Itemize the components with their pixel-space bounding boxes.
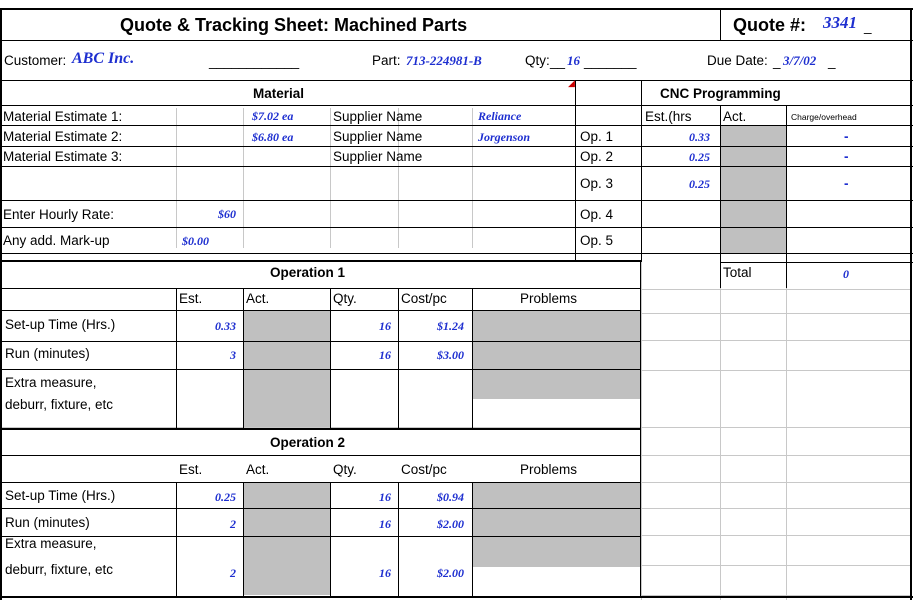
- part-label: Part:: [372, 53, 401, 68]
- op2-run-qty: 16: [379, 517, 391, 531]
- sheet-title: Quote & Tracking Sheet: Machined Parts: [120, 15, 468, 35]
- cnc-op-3: Op. 3: [580, 176, 614, 191]
- op1-setup-cost: $1.24: [437, 319, 464, 333]
- comment-marker: ◢: [568, 78, 575, 88]
- op2-setup-cost: $0.94: [437, 490, 464, 504]
- op2-extra-est[interactable]: 2: [230, 566, 236, 580]
- op2-extra-label-line2: deburr, fixture, etc: [5, 562, 114, 577]
- operation-1-heading: Operation 1: [270, 265, 346, 280]
- op2-extra-cost: $2.00: [437, 566, 464, 580]
- supplier-name-label-1: Supplier Name: [333, 109, 423, 124]
- material-estimate-1-price: $7.02 ea: [252, 109, 294, 123]
- op2-run-label: Run (minutes): [5, 515, 90, 530]
- op2-col-cost: Cost/pc: [401, 462, 447, 477]
- customer-value: ABC Inc.: [72, 50, 135, 67]
- material-estimate-2-price: $6.80 ea: [252, 130, 294, 144]
- material-heading: Material: [253, 86, 305, 101]
- op1-col-cost: Cost/pc: [401, 291, 447, 306]
- cnc-op-2-est: 0.25: [689, 150, 710, 164]
- operation-2-heading: Operation 2: [270, 435, 346, 450]
- op2-setup-est[interactable]: 0.25: [215, 490, 236, 504]
- op2-extra-label-line1: Extra measure,: [5, 536, 97, 551]
- supplier-name-label-3: Supplier Name: [333, 149, 423, 164]
- cnc-col-act: Act.: [723, 109, 747, 124]
- op1-col-qty: Qty.: [333, 291, 357, 306]
- op2-setup-qty: 16: [379, 490, 391, 504]
- op2-col-problems: Problems: [520, 462, 578, 477]
- material-estimate-2-label: Material Estimate 2:: [3, 129, 123, 144]
- cnc-op-3-est: 0.25: [689, 177, 710, 191]
- cnc-op-5: Op. 5: [580, 233, 614, 248]
- quote-number: 3341: [823, 13, 857, 32]
- material-estimate-3-label: Material Estimate 3:: [3, 149, 123, 164]
- material-estimate-1-label: Material Estimate 1:: [3, 109, 123, 124]
- op1-run-est[interactable]: 3: [230, 348, 236, 362]
- op2-col-qty: Qty.: [333, 462, 357, 477]
- hourly-rate-value[interactable]: $60: [218, 207, 236, 221]
- op1-run-label: Run (minutes): [5, 346, 90, 361]
- due-date-label: Due Date:: [707, 53, 768, 68]
- cnc-op-3-charge: -: [844, 176, 849, 191]
- op2-extra-qty: 16: [379, 566, 391, 580]
- markup-label: Any add. Mark-up: [3, 233, 110, 248]
- op2-setup-label: Set-up Time (Hrs.): [5, 488, 116, 503]
- cnc-op-1-est: 0.33: [689, 130, 710, 144]
- cnc-col-charge: Charge/overhead: [791, 112, 857, 122]
- customer-label: Customer:: [4, 53, 67, 68]
- op1-run-qty: 16: [379, 348, 391, 362]
- part-value: 713-224981-B: [406, 53, 482, 68]
- supplier-1: Reliance: [478, 109, 522, 123]
- op1-setup-qty: 16: [379, 319, 391, 333]
- cnc-op-2: Op. 2: [580, 149, 614, 164]
- op1-extra-label-line1: Extra measure,: [5, 375, 97, 390]
- qty-value: 16: [567, 53, 580, 68]
- quote-label: Quote #:: [733, 15, 807, 35]
- cnc-total-label: Total: [723, 265, 752, 280]
- op1-extra-label-line2: deburr, fixture, etc: [5, 397, 114, 412]
- cnc-op-2-charge: -: [844, 149, 849, 164]
- op1-setup-label: Set-up Time (Hrs.): [5, 317, 116, 332]
- op1-run-cost: $3.00: [437, 348, 464, 362]
- op1-setup-est[interactable]: 0.33: [215, 319, 236, 333]
- op2-col-act: Act.: [246, 462, 270, 477]
- qty-label: Qty:: [525, 53, 550, 68]
- cnc-col-est: Est.(hrs: [645, 109, 692, 124]
- supplier-2: Jorgenson: [478, 130, 531, 144]
- due-date-value: 3/7/02: [783, 53, 817, 68]
- supplier-name-label-2: Supplier Name: [333, 129, 423, 144]
- op1-col-act: Act.: [246, 291, 270, 306]
- cnc-op-4: Op. 4: [580, 207, 614, 222]
- op1-col-problems: Problems: [520, 291, 578, 306]
- cnc-heading: CNC Programming: [660, 86, 781, 101]
- markup-value[interactable]: $0.00: [182, 234, 209, 248]
- op2-run-cost: $2.00: [437, 517, 464, 531]
- op2-col-est: Est.: [179, 462, 203, 477]
- op1-col-est: Est.: [179, 291, 203, 306]
- hourly-rate-label: Enter Hourly Rate:: [3, 207, 115, 222]
- quote-tracking-sheet: Quote & Tracking Sheet: Machined Parts Quote #: 3341 _ Customer: ABC Inc. ____________ Part: 713-224981-B Qty: __ 16 _______ Due Date: _ 3/7/02 _ Material ◢ CNC Programming Material Estimate 1: $7.02 ea Supplier Name Reliance Material Estimate 2: $6.80 ea Supplier Name Jorgenson Material Estimate 3: Supplier Name Enter Hourly Rate: $60 Any add. Mark-up $0.00 Est.(hrs Act. Charge/overhead Op. 1 0.33 - Op. 2 0.25 - Op. 3 0.25 - Op. 4 Op. 5 Total 0 Operation 1 Est. Act. Qty. Cost/pc Problems Set-up Time (Hrs.) 0.33 16 $1.24 Run (minutes) 3 16 $3.00 Extra measure, deburr, fixture, etc Operation 2 Est. Act. Qty. Cost/pc Problems Set-up Time (Hrs.) 0.25 16 $0.94 Run (minutes) 2 16 $2.00 Extra measure, deburr, fixture, etc 2 16 $2.00: [0, 0, 913, 603]
- cnc-op-1: Op. 1: [580, 129, 614, 144]
- op2-run-est[interactable]: 2: [230, 517, 236, 531]
- cnc-total-value: 0: [843, 267, 849, 281]
- cnc-op-1-charge: -: [844, 129, 849, 144]
